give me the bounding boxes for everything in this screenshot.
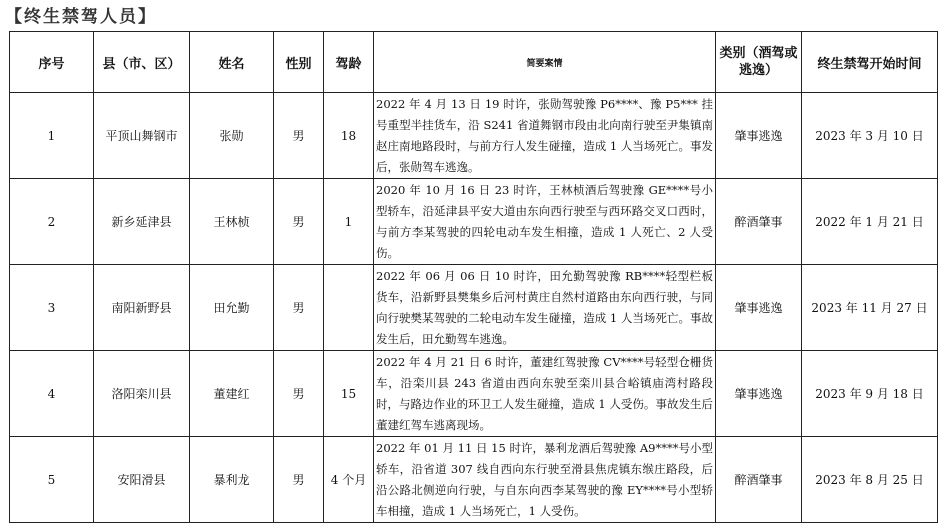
cell-category: 肇事逃逸 bbox=[716, 265, 802, 351]
header-no: 序号 bbox=[10, 32, 94, 93]
cell-category: 醉酒肇事 bbox=[716, 437, 802, 523]
cell-category: 醉酒肇事 bbox=[716, 179, 802, 265]
cell-name: 张勋 bbox=[190, 93, 274, 179]
cell-category: 肇事逃逸 bbox=[716, 93, 802, 179]
cell-county: 南阳新野县 bbox=[94, 265, 190, 351]
cell-driving-age: 18 bbox=[324, 93, 374, 179]
cell-no: 2 bbox=[10, 179, 94, 265]
table-row bbox=[10, 179, 938, 265]
cell-driving-age: 15 bbox=[324, 351, 374, 437]
cell-ban-start: 2023 年 11 月 27 日 bbox=[802, 265, 938, 351]
table-row bbox=[10, 265, 938, 351]
cell-county: 洛阳栾川县 bbox=[94, 351, 190, 437]
cell-gender: 男 bbox=[274, 351, 324, 437]
table-row bbox=[10, 437, 938, 523]
cell-ban-start: 2023 年 3 月 10 日 bbox=[802, 93, 938, 179]
cell-name: 王林桢 bbox=[190, 179, 274, 265]
header-county: 县（市、区） bbox=[94, 32, 190, 93]
header-ban-start: 终生禁驾开始时间 bbox=[802, 32, 938, 93]
cell-gender: 男 bbox=[274, 265, 324, 351]
cell-detail: 2022 年 06 月 06 日 10 时许，田允勤驾驶豫 RB****轻型栏板货车，沿新野县樊集乡后河村黄庄自然村道路由东向西行驶，与同向行驶樊某驾驶的二轮电动车发生碰撞，造成 1 人当场死亡。事故发生后，田允勤驾车逃逸。 bbox=[374, 265, 716, 351]
cell-detail: 2020 年 10 月 16 日 23 时许，王林桢酒后驾驶豫 GE****号小型轿车，沿延津县平安大道由东向西行驶至与西环路交叉口西时，与前方李某驾驶的四轮电动车发生相撞，造成 1 人死亡、2 人受伤。 bbox=[374, 179, 716, 265]
cell-driving-age bbox=[324, 265, 374, 351]
cell-category: 肇事逃逸 bbox=[716, 351, 802, 437]
header-category: 类别（酒驾或逃逸） bbox=[716, 32, 802, 93]
cell-name: 田允勤 bbox=[190, 265, 274, 351]
cell-no: 5 bbox=[10, 437, 94, 523]
cell-detail: 2022 年 01 月 11 日 15 时许，暴利龙酒后驾驶豫 A9****号小型轿车，沿省道 307 线自西向东行驶至滑县焦虎镇东缑庄路段，后沿公路北侧逆向行驶，与自东向西李某驾驶的豫 EY****号小型轿车相撞，造成 1 人当场死亡，1 人受伤。 bbox=[374, 437, 716, 523]
cell-gender: 男 bbox=[274, 179, 324, 265]
cell-county: 安阳滑县 bbox=[94, 437, 190, 523]
cell-detail: 2022 年 4 月 21 日 6 时许，董建红驾驶豫 CV****号轻型仓栅货车，沿栾川县 243 省道由西向东驶至栾川县合峪镇庙湾村路段时，与路边作业的环卫工人发生碰撞，造成 1 人受伤。事故发生后董建红驾车逃离现场。 bbox=[374, 351, 716, 437]
cell-ban-start: 2023 年 9 月 18 日 bbox=[802, 351, 938, 437]
cell-detail: 2022 年 4 月 13 日 19 时许，张勋驾驶豫 P6****、豫 P5*** 挂号重型半挂货车，沿 S241 省道舞钢市段由北向南行驶至尹集镇南赵庄南地路段时，与前方行人发生碰撞，造成 1 人当场死亡。事发后，张勋驾车逃逸。 bbox=[374, 93, 716, 179]
cell-name: 董建红 bbox=[190, 351, 274, 437]
header-detail: 简要案情 bbox=[374, 32, 716, 93]
cell-driving-age: 4 个月 bbox=[324, 437, 374, 523]
cell-no: 3 bbox=[10, 265, 94, 351]
table-row bbox=[10, 93, 938, 179]
banned-drivers-table bbox=[9, 31, 938, 523]
cell-no: 1 bbox=[10, 93, 94, 179]
page-title: 【终生禁驾人员】 bbox=[5, 7, 157, 27]
cell-no: 4 bbox=[10, 351, 94, 437]
cell-county: 新乡延津县 bbox=[94, 179, 190, 265]
table-row bbox=[10, 351, 938, 437]
table-header-row bbox=[10, 32, 938, 93]
header-gender: 性别 bbox=[274, 32, 324, 93]
cell-driving-age: 1 bbox=[324, 179, 374, 265]
cell-gender: 男 bbox=[274, 437, 324, 523]
cell-ban-start: 2022 年 1 月 21 日 bbox=[802, 179, 938, 265]
cell-county: 平顶山舞钢市 bbox=[94, 93, 190, 179]
header-driving-age: 驾龄 bbox=[324, 32, 374, 93]
cell-ban-start: 2023 年 8 月 25 日 bbox=[802, 437, 938, 523]
cell-gender: 男 bbox=[274, 93, 324, 179]
cell-name: 暴利龙 bbox=[190, 437, 274, 523]
header-name: 姓名 bbox=[190, 32, 274, 93]
